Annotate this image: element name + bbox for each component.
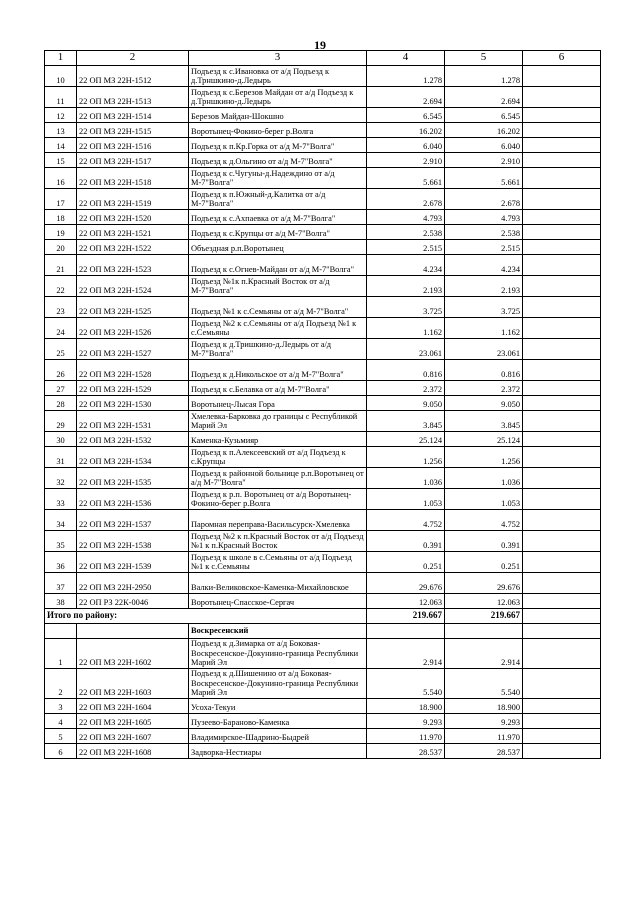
col6-cell — [523, 468, 601, 489]
length-col5: 16.202 — [445, 123, 523, 138]
road-code: 22 ОП МЗ 22Н-1515 — [77, 123, 189, 138]
length-col4: 11.970 — [367, 729, 445, 744]
col6-cell — [523, 240, 601, 255]
table-row — [45, 468, 601, 489]
table-row — [45, 639, 601, 669]
table-row — [45, 255, 601, 276]
road-code: 22 ОП МЗ 22Н-1516 — [77, 138, 189, 153]
length-col4: 9.050 — [367, 396, 445, 411]
column-header: 3 — [189, 51, 367, 66]
table-row — [45, 396, 601, 411]
section-title: Воскресенский — [189, 624, 367, 639]
length-col4: 2.193 — [367, 276, 445, 297]
col6-cell — [523, 138, 601, 153]
row-number: 16 — [45, 168, 77, 189]
length-col5: 23.061 — [445, 339, 523, 360]
col6-cell — [523, 297, 601, 318]
length-col5: 4.234 — [445, 255, 523, 276]
table-row — [45, 729, 601, 744]
col6-cell — [523, 669, 601, 699]
table-row — [45, 168, 601, 189]
col6-cell — [523, 276, 601, 297]
road-name: Объездная р.п.Воротынец — [189, 240, 367, 255]
road-name: Подъезд №1к п.Красный Восток от а/д М-7"Волга" — [189, 276, 367, 297]
table-row — [45, 432, 601, 447]
road-code: 22 ОП МЗ 22Н-1605 — [77, 714, 189, 729]
length-col5: 5.540 — [445, 669, 523, 699]
road-name: Подъезд к д.Тришкино-д.Ледырь от а/д М-7"Волга" — [189, 339, 367, 360]
col6-cell — [523, 531, 601, 552]
length-col5: 1.036 — [445, 468, 523, 489]
road-code: 22 ОП МЗ 22Н-1522 — [77, 240, 189, 255]
road-code: 22 ОП МЗ 22Н-1523 — [77, 255, 189, 276]
row-number: 23 — [45, 297, 77, 318]
table-row — [45, 447, 601, 468]
length-col5: 2.910 — [445, 153, 523, 168]
length-col5: 1.278 — [445, 66, 523, 87]
table-row — [45, 138, 601, 153]
road-name: Подъезд к р.п. Воротынец от а/д Воротынец-Фокино-берег р.Волга — [189, 489, 367, 510]
length-col5: 25.124 — [445, 432, 523, 447]
road-name: Подъезд к с.Ивановка от а/д Подъезд к д.Трншкино-д.Ледырь — [189, 66, 367, 87]
table-row — [45, 108, 601, 123]
row-number: 22 — [45, 276, 77, 297]
total-value-col6 — [523, 609, 601, 624]
col6-cell — [523, 699, 601, 714]
road-code: 22 ОП МЗ 22Н-1529 — [77, 381, 189, 396]
length-col4: 29.676 — [367, 573, 445, 594]
length-col5: 0.816 — [445, 360, 523, 381]
road-code: 22 ОП МЗ 22Н-1520 — [77, 210, 189, 225]
table-body-district-2 — [45, 639, 601, 759]
road-name: Подъезд №2 к с.Семьяны от а/д Подъезд №1 к с.Семьяны — [189, 318, 367, 339]
road-name: Подъезд к д.Шишенино от а/д Боковая-Воскресенское-Докунино-граница Республики Марий Эл — [189, 669, 367, 699]
col6-cell — [523, 396, 601, 411]
row-number: 20 — [45, 240, 77, 255]
page-number: 19 — [314, 38, 326, 52]
length-col4: 2.678 — [367, 189, 445, 210]
table-row — [45, 411, 601, 432]
col6-cell — [523, 153, 601, 168]
road-name: Подъезд №1 к с.Семьяны от а/д М-7"Волга" — [189, 297, 367, 318]
row-number: 6 — [45, 744, 77, 759]
length-col4: 2.910 — [367, 153, 445, 168]
length-col5: 4.793 — [445, 210, 523, 225]
road-code: 22 ОП МЗ 22Н-1538 — [77, 531, 189, 552]
length-col5: 0.391 — [445, 531, 523, 552]
table-row — [45, 189, 601, 210]
row-number: 19 — [45, 225, 77, 240]
road-code: 22 ОП МЗ 22Н-1517 — [77, 153, 189, 168]
table-row — [45, 66, 601, 87]
col6-cell — [523, 189, 601, 210]
road-code: 22 ОП МЗ 22Н-1608 — [77, 744, 189, 759]
row-number: 13 — [45, 123, 77, 138]
col6-cell — [523, 489, 601, 510]
row-number: 28 — [45, 396, 77, 411]
column-header: 6 — [523, 51, 601, 66]
length-col5: 3.845 — [445, 411, 523, 432]
road-code: 22 ОП МЗ 22Н-1539 — [77, 552, 189, 573]
table-row — [45, 123, 601, 138]
column-header: 2 — [77, 51, 189, 66]
total-value-col4: 219.667 — [367, 609, 445, 624]
road-name: Паромная переправа-Васильсурск-Хмелевка — [189, 510, 367, 531]
length-col5: 18.900 — [445, 699, 523, 714]
table-row — [45, 210, 601, 225]
length-col5: 2.515 — [445, 240, 523, 255]
length-col5: 4.752 — [445, 510, 523, 531]
road-name: Подъезд к с.Огнев-Майдан от а/д М-7"Волга" — [189, 255, 367, 276]
table-row — [45, 714, 601, 729]
col6-cell — [523, 510, 601, 531]
length-col5: 2.678 — [445, 189, 523, 210]
table-row — [45, 240, 601, 255]
road-name: Подъезд к с.Березов Майдан от а/д Подъезд к д.Трншкино-д.Ледырь — [189, 87, 367, 108]
road-code: 22 ОП МЗ 22Н-1604 — [77, 699, 189, 714]
length-col5: 0.251 — [445, 552, 523, 573]
road-code: 22 ОП МЗ 22Н-2950 — [77, 573, 189, 594]
table-row — [45, 339, 601, 360]
table-row — [45, 699, 601, 714]
row-number: 10 — [45, 66, 77, 87]
length-col5: 1.162 — [445, 318, 523, 339]
length-col4: 1.036 — [367, 468, 445, 489]
table-row — [45, 510, 601, 531]
length-col4: 23.061 — [367, 339, 445, 360]
road-name: Подъезд к с.Ахпаевка от а/д М-7"Волга" — [189, 210, 367, 225]
total-value-col5: 219.667 — [445, 609, 523, 624]
row-number: 38 — [45, 594, 77, 609]
road-name: Подъезд к районной больнице р.п.Воротынец от а/д М-7"Волга" — [189, 468, 367, 489]
row-number: 2 — [45, 669, 77, 699]
length-col5: 2.538 — [445, 225, 523, 240]
length-col5: 6.545 — [445, 108, 523, 123]
col6-cell — [523, 573, 601, 594]
row-number: 17 — [45, 189, 77, 210]
road-code: 22 ОП МЗ 22Н-1525 — [77, 297, 189, 318]
road-name: Воротынец-Спасское-Сергач — [189, 594, 367, 609]
table-row — [45, 87, 601, 108]
col6-cell — [523, 318, 601, 339]
length-col4: 18.900 — [367, 699, 445, 714]
col6-cell — [523, 360, 601, 381]
road-code: 22 ОП МЗ 22Н-1534 — [77, 447, 189, 468]
row-number: 34 — [45, 510, 77, 531]
road-name: Валки-Великовское-Каменка-Михайловское — [189, 573, 367, 594]
row-number: 12 — [45, 108, 77, 123]
length-col4: 2.538 — [367, 225, 445, 240]
road-code: 22 ОП МЗ 22Н-1521 — [77, 225, 189, 240]
length-col4: 2.914 — [367, 639, 445, 669]
row-number: 33 — [45, 489, 77, 510]
road-name: Подъезд к с.Крупцы от а/д М-7"Волга" — [189, 225, 367, 240]
col6-cell — [523, 225, 601, 240]
row-number: 14 — [45, 138, 77, 153]
row-number: 32 — [45, 468, 77, 489]
col6-cell — [523, 87, 601, 108]
length-col5: 3.725 — [445, 297, 523, 318]
road-code: 22 ОП МЗ 22Н-1536 — [77, 489, 189, 510]
length-col4: 28.537 — [367, 744, 445, 759]
table-row — [45, 669, 601, 699]
table-row — [45, 360, 601, 381]
row-number: 29 — [45, 411, 77, 432]
length-col4: 4.234 — [367, 255, 445, 276]
row-number: 24 — [45, 318, 77, 339]
length-col5: 2.914 — [445, 639, 523, 669]
length-col4: 1.053 — [367, 489, 445, 510]
road-code: 22 ОП МЗ 22Н-1524 — [77, 276, 189, 297]
road-name: Подъезд к школе в с.Семьяны от а/д Подъезд №1 к с.Семьяны — [189, 552, 367, 573]
col6-cell — [523, 552, 601, 573]
length-col4: 5.540 — [367, 669, 445, 699]
length-col4: 9.293 — [367, 714, 445, 729]
table-row — [45, 318, 601, 339]
length-col4: 1.162 — [367, 318, 445, 339]
length-col5: 12.063 — [445, 594, 523, 609]
length-col5: 1.256 — [445, 447, 523, 468]
table-row — [45, 573, 601, 594]
road-name: Подъезд к п.Южный-д.Калитка от а/д М-7"Волга" — [189, 189, 367, 210]
road-code: 22 ОП МЗ 22Н-1518 — [77, 168, 189, 189]
table-body-district-1 — [45, 66, 601, 609]
col6-cell — [523, 381, 601, 396]
row-number: 36 — [45, 552, 77, 573]
column-header: 5 — [445, 51, 523, 66]
road-code: 22 ОП МЗ 22Н-1607 — [77, 729, 189, 744]
length-col4: 0.391 — [367, 531, 445, 552]
table-row — [45, 594, 601, 609]
roads-table — [44, 50, 601, 759]
row-number: 15 — [45, 153, 77, 168]
col6-cell — [523, 255, 601, 276]
col6-cell — [523, 108, 601, 123]
table-row — [45, 531, 601, 552]
length-col4: 12.063 — [367, 594, 445, 609]
table-row — [45, 297, 601, 318]
col6-cell — [523, 123, 601, 138]
row-number: 27 — [45, 381, 77, 396]
length-col4: 0.816 — [367, 360, 445, 381]
col6-cell — [523, 714, 601, 729]
row-number: 1 — [45, 639, 77, 669]
length-col5: 5.661 — [445, 168, 523, 189]
length-col4: 4.793 — [367, 210, 445, 225]
col6-cell — [523, 594, 601, 609]
length-col4: 1.278 — [367, 66, 445, 87]
col6-cell — [523, 639, 601, 669]
length-col4: 5.661 — [367, 168, 445, 189]
road-name: Усоха-Текуи — [189, 699, 367, 714]
col6-cell — [523, 744, 601, 759]
table-row — [45, 489, 601, 510]
road-code: 22 ОП МЗ 22Н-1602 — [77, 639, 189, 669]
total-label: Итого по району: — [45, 609, 367, 624]
length-col4: 16.202 — [367, 123, 445, 138]
road-name: Каменка-Кузьмияр — [189, 432, 367, 447]
road-code: 22 ОП МЗ 22Н-1514 — [77, 108, 189, 123]
row-number: 11 — [45, 87, 77, 108]
road-name: Хмелевка-Барковка до границы с Республикой Марий Эл — [189, 411, 367, 432]
header-row — [45, 51, 601, 66]
length-col5: 2.694 — [445, 87, 523, 108]
row-number: 37 — [45, 573, 77, 594]
road-code: 22 ОП МЗ 22Н-1526 — [77, 318, 189, 339]
road-name: Владимирское-Шадрино-Быдрей — [189, 729, 367, 744]
length-col4: 0.251 — [367, 552, 445, 573]
length-col4: 25.124 — [367, 432, 445, 447]
road-code: 22 ОП МЗ 22Н-1531 — [77, 411, 189, 432]
total-row — [45, 609, 601, 624]
row-number: 5 — [45, 729, 77, 744]
road-name: Подъезд к п.Алексеевский от а/д Подъезд к с.Крупцы — [189, 447, 367, 468]
length-col4: 6.040 — [367, 138, 445, 153]
column-header: 1 — [45, 51, 77, 66]
road-name: Подъезд №2 к п.Красный Восток от а/д Подъезд №1 к п.Красный Восток — [189, 531, 367, 552]
length-col5: 1.053 — [445, 489, 523, 510]
table-body-total — [45, 609, 601, 639]
column-header: 4 — [367, 51, 445, 66]
road-code: 22 ОП МЗ 22Н-1513 — [77, 87, 189, 108]
table-row — [45, 744, 601, 759]
length-col5: 29.676 — [445, 573, 523, 594]
length-col4: 1.256 — [367, 447, 445, 468]
road-code: 22 ОП МЗ 22Н-1527 — [77, 339, 189, 360]
length-col4: 3.725 — [367, 297, 445, 318]
length-col5: 28.537 — [445, 744, 523, 759]
road-code: 22 ОП МЗ 22Н-1519 — [77, 189, 189, 210]
length-col4: 3.845 — [367, 411, 445, 432]
length-col4: 2.694 — [367, 87, 445, 108]
row-number: 25 — [45, 339, 77, 360]
length-col4: 6.545 — [367, 108, 445, 123]
row-number: 3 — [45, 699, 77, 714]
col6-cell — [523, 411, 601, 432]
col6-cell — [523, 447, 601, 468]
road-code: 22 ОП РЗ 22К-0046 — [77, 594, 189, 609]
section-row — [45, 624, 601, 639]
col6-cell — [523, 210, 601, 225]
row-number: 21 — [45, 255, 77, 276]
length-col5: 6.040 — [445, 138, 523, 153]
road-code: 22 ОП МЗ 22Н-1532 — [77, 432, 189, 447]
length-col5: 9.050 — [445, 396, 523, 411]
table-row — [45, 153, 601, 168]
road-name: Задворка-Нестиары — [189, 744, 367, 759]
road-code: 22 ОП МЗ 22Н-1528 — [77, 360, 189, 381]
road-code: 22 ОП МЗ 22Н-1535 — [77, 468, 189, 489]
table-row — [45, 225, 601, 240]
road-code: 22 ОП МЗ 22Н-1530 — [77, 396, 189, 411]
road-name: Подъезд к д.Зимарка от а/д Боковая-Воскресенское-Докунино-граница Республики Марий Эл — [189, 639, 367, 669]
length-col5: 9.293 — [445, 714, 523, 729]
row-number: 26 — [45, 360, 77, 381]
row-number: 35 — [45, 531, 77, 552]
row-number: 4 — [45, 714, 77, 729]
length-col5: 2.372 — [445, 381, 523, 396]
road-name: Пузеево-Бараново-Каменка — [189, 714, 367, 729]
length-col5: 2.193 — [445, 276, 523, 297]
col6-cell — [523, 729, 601, 744]
road-code: 22 ОП МЗ 22Н-1512 — [77, 66, 189, 87]
col6-cell — [523, 339, 601, 360]
length-col4: 2.515 — [367, 240, 445, 255]
col6-cell — [523, 168, 601, 189]
road-name: Подъезд к с.Чугуны-д.Надеждино от а/д М-7"Волга" — [189, 168, 367, 189]
table-row — [45, 381, 601, 396]
road-code: 22 ОП МЗ 22Н-1603 — [77, 669, 189, 699]
table-row — [45, 552, 601, 573]
length-col5: 11.970 — [445, 729, 523, 744]
road-name: Воротынец-Фокино-берег р.Волга — [189, 123, 367, 138]
row-number: 30 — [45, 432, 77, 447]
col6-cell — [523, 66, 601, 87]
road-name: Воротынец-Лысая Гора — [189, 396, 367, 411]
col6-cell — [523, 432, 601, 447]
table-row — [45, 276, 601, 297]
row-number: 31 — [45, 447, 77, 468]
road-code: 22 ОП МЗ 22Н-1537 — [77, 510, 189, 531]
road-name: Подъезд к д.Никольское от а/д М-7"Волга" — [189, 360, 367, 381]
road-name: Подъезд к с.Белавка от а/д М-7"Волга" — [189, 381, 367, 396]
road-name: Березов Майдан-Шокшно — [189, 108, 367, 123]
road-name: Подъезд к д.Ольгино от а/д М-7"Волга" — [189, 153, 367, 168]
road-name: Подъезд к п.Кр.Горка от а/д М-7"Волга" — [189, 138, 367, 153]
row-number: 18 — [45, 210, 77, 225]
length-col4: 4.752 — [367, 510, 445, 531]
length-col4: 2.372 — [367, 381, 445, 396]
